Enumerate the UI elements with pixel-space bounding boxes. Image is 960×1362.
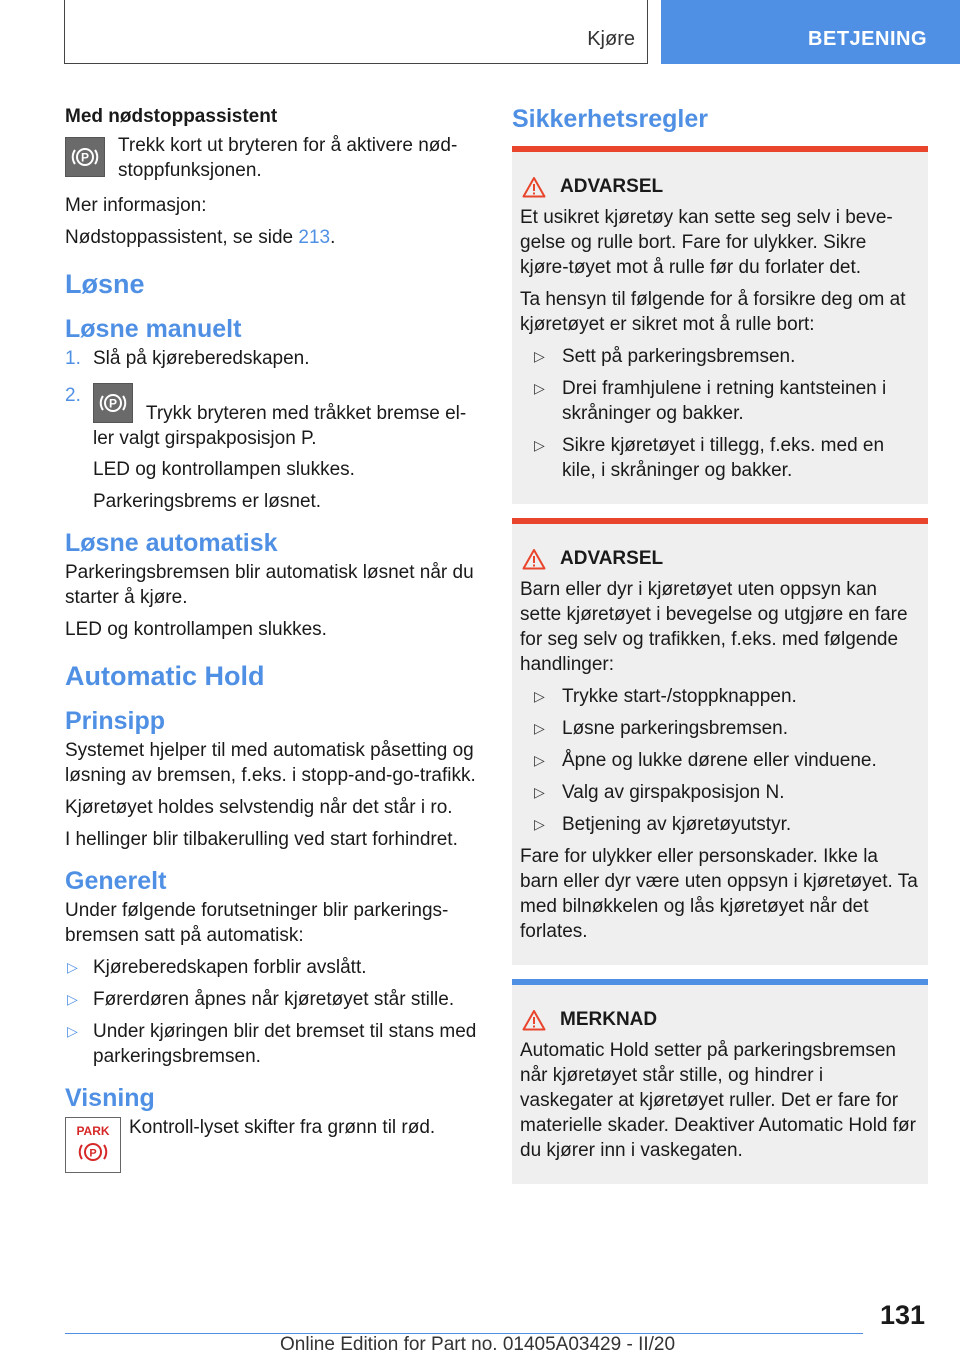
step-sub-led: LED og kontrollampen slukkes.: [93, 459, 355, 480]
list-item-text: Sikre kjøretøyet i tillegg, f.eks. med en kile, i skråninger og bakker.: [562, 435, 885, 481]
heading-visning: Visning: [65, 1084, 155, 1112]
heading-sikkerhetsregler: Sikkerhetsregler: [512, 105, 708, 133]
triangle-bullet-icon: ▷: [534, 752, 545, 768]
more-info-label: Mer informasjon:: [65, 195, 207, 216]
heading-automatic-hold: Automatic Hold: [65, 661, 265, 691]
list-item-text: Drei framhjulene i retning kantsteinen i skråninger og bakker.: [562, 378, 887, 424]
warning-paragraph: Barn eller dyr i kjøretøyet uten oppsyn kan sette kjøretøyet i bevegelse og utgjøre en fare for seg selv og trafikken, f.eks. med følgende handlinger:: [520, 579, 908, 675]
list-item: [65, 987, 483, 1012]
warning-title-text: ADVARSEL: [560, 548, 664, 569]
list-item: [520, 684, 920, 709]
svg-text:P: P: [108, 396, 118, 411]
warning-triangle-icon: [522, 1009, 546, 1031]
list-item-text: Kjøreberedskapen forblir avslått.: [93, 957, 367, 978]
triangle-bullet-icon: ▷: [534, 816, 545, 832]
warning-title-text: ADVARSEL: [560, 176, 664, 197]
note-title: [520, 1007, 920, 1032]
list-item-text: Løsne parkeringsbremsen.: [562, 718, 788, 739]
warning-box-2: [512, 518, 928, 965]
note-title-text: MERKNAD: [560, 1009, 658, 1030]
emergency-row: [65, 133, 483, 183]
auto-paragraph-1: Parkeringsbremsen blir automatisk løsnet når du starter å kjøre.: [65, 562, 474, 608]
manual-steps: [65, 346, 483, 451]
visning-row: [65, 1115, 483, 1173]
footer-edition: Online Edition for Part no. 01405A03429 - II/20: [280, 1334, 676, 1355]
list-item: [520, 812, 920, 837]
list-item-text: Sett på parkeringsbremsen.: [562, 346, 796, 367]
prinsipp-paragraph-2: Kjøretøyet holdes selvstendig når det står i ro.: [65, 797, 453, 818]
visning-text: Kontroll-lyset skifter fra grønn til rød.: [129, 1117, 436, 1138]
prinsipp-paragraph-3: I hellinger blir tilbakerulling ved start forhindret.: [65, 829, 458, 850]
heading-generelt: Generelt: [65, 867, 167, 895]
list-item-text: Førerdøren åpnes når kjøretøyet står stille.: [93, 989, 455, 1010]
reference-text: Nødstoppassistent, se side: [65, 227, 299, 248]
reference-page-link[interactable]: 213: [298, 227, 331, 248]
warning-triangle-icon: [522, 548, 546, 570]
header-chapter-tab[interactable]: [661, 0, 960, 64]
triangle-bullet-icon: ▷: [534, 380, 545, 396]
warning-title: [520, 174, 920, 199]
note-paragraph: Automatic Hold setter på parkeringsbremsen når kjøretøyet står stille, og hindrer i vaskegater at kjøretøyet ruller. Det er fare for materielle skader. Deaktiver Automatic Hold før du kjører inn i vaskegaten.: [520, 1040, 916, 1161]
svg-text:P: P: [80, 150, 90, 165]
generelt-paragraph: Under følgende forutsetninger blir parkerings-bremsen satt på automatisk:: [65, 900, 449, 946]
warning-list: [520, 684, 920, 837]
prinsipp-paragraph-1: Systemet hjelper til med automatisk påsetting og løsning av bremsen, f.eks. i stopp-and-go-trafikk.: [65, 740, 476, 786]
park-label: PARK: [76, 1124, 110, 1138]
triangle-bullet-icon: ▷: [67, 1023, 78, 1039]
reference-end: .: [330, 227, 336, 248]
warning-title: [520, 546, 920, 571]
list-item-text: Åpne og lukke dørene eller vinduene.: [562, 750, 877, 771]
step-item: [65, 383, 483, 451]
heading-prinsipp: Prinsipp: [65, 707, 166, 735]
warning-paragraph: Et usikret kjøretøy kan sette seg selv i beve-gelse og rulle bort. Fare for ulykker. Sikre kjøre-tøyet mot å rulle før du forlater det.: [520, 207, 893, 278]
list-item-text: Betjening av kjøretøyutstyr.: [562, 814, 792, 835]
heading-losne: Løsne: [65, 269, 145, 299]
list-item: [520, 344, 920, 369]
step-sub-released: Parkeringsbrems er løsnet.: [93, 491, 322, 512]
heading-losne-manuelt: Løsne manuelt: [65, 315, 242, 343]
parking-brake-icon: [65, 137, 105, 177]
emergency-heading: Med nødstoppassistent: [65, 106, 278, 127]
page-number: 131: [880, 1300, 926, 1330]
list-item-text: Valg av girspakposisjon N.: [562, 782, 785, 803]
generelt-list: [65, 955, 483, 1069]
header-section-box: [64, 0, 648, 64]
step-number: 1.: [65, 348, 81, 369]
reference-line: [65, 225, 483, 250]
triangle-bullet-icon: ▷: [67, 959, 78, 975]
warning-paragraph: Ta hensyn til følgende for å forsikre deg om at kjøretøyet er sikret mot å rulle bort:: [520, 289, 906, 335]
svg-text:P: P: [89, 1147, 97, 1160]
list-item: [520, 716, 920, 741]
heading-losne-automatisk: Løsne automatisk: [65, 529, 278, 557]
triangle-bullet-icon: ▷: [534, 688, 545, 704]
triangle-bullet-icon: ▷: [534, 784, 545, 800]
triangle-bullet-icon: ▷: [534, 720, 545, 736]
warning-triangle-icon: [522, 176, 546, 198]
step-text: Trykk bryteren med tråkket bremse el-ler valgt girspakposisjon P.: [93, 403, 467, 449]
note-box: [512, 979, 928, 1184]
warning-list: [520, 344, 920, 483]
right-column: [512, 104, 928, 1198]
warning-paragraph: Fare for ulykker eller personskader. Ikke la barn eller dyr være uten oppsyn i kjøretøyet. Ta med bilnøkkelen og lås kjøretøyet når det forlates.: [520, 846, 918, 942]
list-item: [520, 748, 920, 773]
left-column: [65, 104, 483, 1183]
header-chapter-label: BETJENING: [808, 28, 927, 50]
list-item: [520, 376, 920, 426]
list-item: [520, 780, 920, 805]
triangle-bullet-icon: ▷: [534, 437, 545, 453]
list-item: [520, 433, 920, 483]
header-section-label: Kjøre: [587, 28, 635, 50]
parking-brake-icon: [93, 383, 133, 423]
list-item-text: Under kjøringen blir det bremset til stans med parkeringsbremsen.: [93, 1021, 477, 1067]
list-item-text: Trykke start-/stoppknappen.: [562, 686, 797, 707]
list-item: [65, 1019, 483, 1069]
step-item: [65, 346, 483, 371]
triangle-bullet-icon: ▷: [67, 991, 78, 1007]
list-item: [65, 955, 483, 980]
step-text: Slå på kjøreberedskapen.: [93, 348, 310, 369]
step-number: 2.: [65, 385, 81, 406]
park-indicator-icon: [65, 1117, 121, 1173]
triangle-bullet-icon: ▷: [534, 348, 545, 364]
auto-paragraph-2: LED og kontrollampen slukkes.: [65, 619, 327, 640]
warning-box-1: [512, 146, 928, 504]
emergency-text: Trekk kort ut bryteren for å aktivere nød-stoppfunksjonen.: [118, 135, 458, 181]
